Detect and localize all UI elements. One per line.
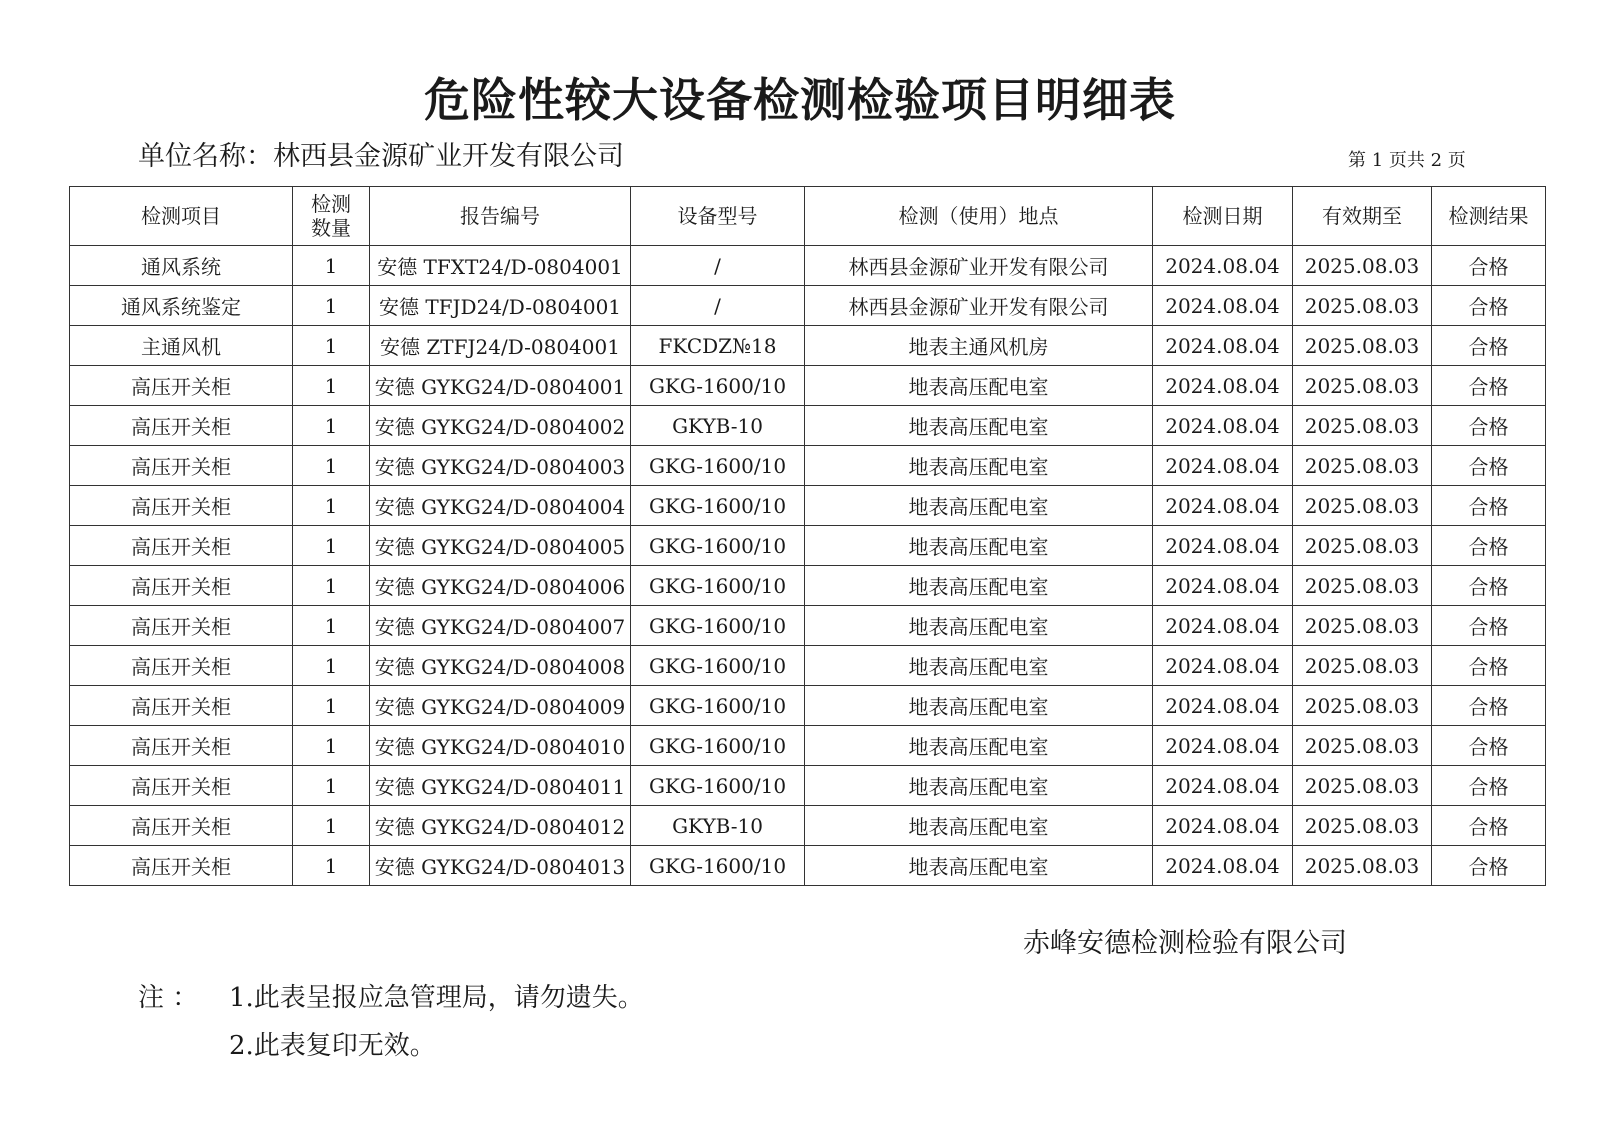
cell-valid-until: 2025.08.03 <box>1293 646 1432 686</box>
cell-model: GKG-1600/10 <box>631 686 805 726</box>
cell-valid-until: 2025.08.03 <box>1293 486 1432 526</box>
cell-valid-until: 2025.08.03 <box>1293 846 1432 886</box>
inspection-company: 赤峰安德检测检验有限公司 <box>1023 928 1347 959</box>
table-row <box>70 646 1546 686</box>
cell-item: 高压开关柜 <box>70 446 293 486</box>
table-row <box>70 366 1546 406</box>
cell-quantity: 1 <box>293 846 370 886</box>
cell-item: 高压开关柜 <box>70 406 293 446</box>
cell-valid-until: 2025.08.03 <box>1293 606 1432 646</box>
cell-model: GKG-1600/10 <box>631 646 805 686</box>
cell-quantity: 1 <box>293 366 370 406</box>
cell-model: GKG-1600/10 <box>631 726 805 766</box>
cell-valid-until: 2025.08.03 <box>1293 526 1432 566</box>
cell-report-no: 安德 GYKG24/D-0804002 <box>370 406 631 446</box>
note-item: 1.此表呈报应急管理局，请勿遗失。 <box>229 983 644 1013</box>
cell-item: 高压开关柜 <box>70 566 293 606</box>
cell-quantity: 1 <box>293 726 370 766</box>
cell-quantity: 1 <box>293 286 370 326</box>
cell-result: 合格 <box>1432 566 1546 606</box>
cell-location: 林西县金源矿业开发有限公司 <box>805 286 1153 326</box>
cell-location: 地表高压配电室 <box>805 806 1153 846</box>
table-row <box>70 326 1546 366</box>
cell-location: 地表高压配电室 <box>805 646 1153 686</box>
cell-report-no: 安德 TFXT24/D-0804001 <box>370 246 631 286</box>
header-item: 检测项目 <box>70 187 293 246</box>
cell-location: 地表高压配电室 <box>805 406 1153 446</box>
table-row <box>70 606 1546 646</box>
cell-item: 通风系统 <box>70 246 293 286</box>
cell-item: 高压开关柜 <box>70 686 293 726</box>
cell-valid-until: 2025.08.03 <box>1293 406 1432 446</box>
cell-quantity: 1 <box>293 246 370 286</box>
cell-quantity: 1 <box>293 486 370 526</box>
table-row <box>70 686 1546 726</box>
cell-result: 合格 <box>1432 366 1546 406</box>
header-quantity-text: 检测数量 <box>311 192 351 240</box>
header-model: 设备型号 <box>631 187 805 246</box>
cell-item: 高压开关柜 <box>70 526 293 566</box>
table-row <box>70 246 1546 286</box>
cell-date: 2024.08.04 <box>1153 606 1293 646</box>
cell-item: 高压开关柜 <box>70 806 293 846</box>
cell-result: 合格 <box>1432 646 1546 686</box>
cell-model: GKG-1600/10 <box>631 526 805 566</box>
unit-name: 单位名称：林西县金源矿业开发有限公司 <box>138 141 624 172</box>
cell-result: 合格 <box>1432 686 1546 726</box>
cell-valid-until: 2025.08.03 <box>1293 446 1432 486</box>
table-row <box>70 766 1546 806</box>
cell-result: 合格 <box>1432 286 1546 326</box>
header-quantity <box>293 187 370 246</box>
cell-location: 林西县金源矿业开发有限公司 <box>805 246 1153 286</box>
cell-quantity: 1 <box>293 646 370 686</box>
cell-valid-until: 2025.08.03 <box>1293 566 1432 606</box>
cell-report-no: 安德 GYKG24/D-0804013 <box>370 846 631 886</box>
cell-result: 合格 <box>1432 846 1546 886</box>
cell-result: 合格 <box>1432 406 1546 446</box>
cell-quantity: 1 <box>293 406 370 446</box>
cell-date: 2024.08.04 <box>1153 646 1293 686</box>
cell-result: 合格 <box>1432 446 1546 486</box>
table-row <box>70 286 1546 326</box>
page-number: 第 1 页共 2 页 <box>1348 150 1466 171</box>
cell-date: 2024.08.04 <box>1153 566 1293 606</box>
cell-model: GKG-1600/10 <box>631 446 805 486</box>
cell-date: 2024.08.04 <box>1153 286 1293 326</box>
cell-report-no: 安德 TFJD24/D-0804001 <box>370 286 631 326</box>
cell-date: 2024.08.04 <box>1153 486 1293 526</box>
cell-date: 2024.08.04 <box>1153 526 1293 566</box>
cell-report-no: 安德 GYKG24/D-0804003 <box>370 446 631 486</box>
cell-model: GKYB-10 <box>631 806 805 846</box>
cell-date: 2024.08.04 <box>1153 246 1293 286</box>
notes-label: 注 ： <box>138 983 199 1013</box>
cell-result: 合格 <box>1432 606 1546 646</box>
cell-location: 地表高压配电室 <box>805 366 1153 406</box>
cell-report-no: 安德 GYKG24/D-0804010 <box>370 726 631 766</box>
cell-model: FKCDZ№18 <box>631 326 805 366</box>
cell-quantity: 1 <box>293 326 370 366</box>
table-row <box>70 406 1546 446</box>
note-item: 2.此表复印无效。 <box>229 1031 436 1061</box>
cell-location: 地表高压配电室 <box>805 486 1153 526</box>
cell-report-no: 安德 GYKG24/D-0804005 <box>370 526 631 566</box>
cell-result: 合格 <box>1432 726 1546 766</box>
cell-date: 2024.08.04 <box>1153 406 1293 446</box>
cell-item: 高压开关柜 <box>70 366 293 406</box>
table-row <box>70 486 1546 526</box>
cell-date: 2024.08.04 <box>1153 846 1293 886</box>
cell-result: 合格 <box>1432 526 1546 566</box>
cell-model: GKG-1600/10 <box>631 846 805 886</box>
cell-item: 高压开关柜 <box>70 766 293 806</box>
cell-report-no: 安德 GYKG24/D-0804007 <box>370 606 631 646</box>
table-row <box>70 526 1546 566</box>
cell-model: GKG-1600/10 <box>631 566 805 606</box>
cell-report-no: 安德 GYKG24/D-0804008 <box>370 646 631 686</box>
cell-item: 高压开关柜 <box>70 846 293 886</box>
cell-quantity: 1 <box>293 686 370 726</box>
cell-valid-until: 2025.08.03 <box>1293 326 1432 366</box>
cell-valid-until: 2025.08.03 <box>1293 686 1432 726</box>
cell-model: GKG-1600/10 <box>631 366 805 406</box>
cell-model: / <box>631 246 805 286</box>
cell-quantity: 1 <box>293 526 370 566</box>
cell-location: 地表高压配电室 <box>805 686 1153 726</box>
table-row <box>70 566 1546 606</box>
cell-result: 合格 <box>1432 246 1546 286</box>
cell-valid-until: 2025.08.03 <box>1293 286 1432 326</box>
cell-valid-until: 2025.08.03 <box>1293 366 1432 406</box>
cell-item: 高压开关柜 <box>70 606 293 646</box>
cell-date: 2024.08.04 <box>1153 366 1293 406</box>
table-header-row <box>70 187 1546 246</box>
cell-valid-until: 2025.08.03 <box>1293 246 1432 286</box>
cell-item: 高压开关柜 <box>70 646 293 686</box>
cell-model: GKG-1600/10 <box>631 766 805 806</box>
cell-model: / <box>631 286 805 326</box>
header-result: 检测结果 <box>1432 187 1546 246</box>
cell-report-no: 安德 GYKG24/D-0804012 <box>370 806 631 846</box>
table-row <box>70 846 1546 886</box>
cell-date: 2024.08.04 <box>1153 326 1293 366</box>
header-date: 检测日期 <box>1153 187 1293 246</box>
header-report-no: 报告编号 <box>370 187 631 246</box>
cell-valid-until: 2025.08.03 <box>1293 726 1432 766</box>
cell-date: 2024.08.04 <box>1153 686 1293 726</box>
cell-item: 通风系统鉴定 <box>70 286 293 326</box>
cell-report-no: 安德 GYKG24/D-0804006 <box>370 566 631 606</box>
cell-location: 地表高压配电室 <box>805 606 1153 646</box>
cell-location: 地表高压配电室 <box>805 526 1153 566</box>
page-title: 危险性较大设备检测检验项目明细表 <box>424 73 1176 127</box>
cell-report-no: 安德 GYKG24/D-0804004 <box>370 486 631 526</box>
cell-result: 合格 <box>1432 326 1546 366</box>
cell-location: 地表高压配电室 <box>805 726 1153 766</box>
table-row <box>70 726 1546 766</box>
cell-report-no: 安德 GYKG24/D-0804009 <box>370 686 631 726</box>
cell-date: 2024.08.04 <box>1153 806 1293 846</box>
cell-date: 2024.08.04 <box>1153 726 1293 766</box>
cell-quantity: 1 <box>293 566 370 606</box>
table-row <box>70 446 1546 486</box>
header-location: 检测（使用）地点 <box>805 187 1153 246</box>
cell-quantity: 1 <box>293 766 370 806</box>
cell-item: 高压开关柜 <box>70 726 293 766</box>
cell-location: 地表高压配电室 <box>805 446 1153 486</box>
cell-location: 地表高压配电室 <box>805 766 1153 806</box>
cell-report-no: 安德 GYKG24/D-0804011 <box>370 766 631 806</box>
header-valid-until: 有效期至 <box>1293 187 1432 246</box>
cell-valid-until: 2025.08.03 <box>1293 806 1432 846</box>
cell-model: GKYB-10 <box>631 406 805 446</box>
cell-result: 合格 <box>1432 766 1546 806</box>
cell-valid-until: 2025.08.03 <box>1293 766 1432 806</box>
cell-report-no: 安德 GYKG24/D-0804001 <box>370 366 631 406</box>
cell-quantity: 1 <box>293 606 370 646</box>
cell-date: 2024.08.04 <box>1153 766 1293 806</box>
inspection-table <box>69 186 1546 886</box>
cell-result: 合格 <box>1432 486 1546 526</box>
cell-item: 主通风机 <box>70 326 293 366</box>
cell-model: GKG-1600/10 <box>631 486 805 526</box>
cell-location: 地表主通风机房 <box>805 326 1153 366</box>
cell-result: 合格 <box>1432 806 1546 846</box>
cell-item: 高压开关柜 <box>70 486 293 526</box>
cell-location: 地表高压配电室 <box>805 846 1153 886</box>
table-row <box>70 806 1546 846</box>
cell-report-no: 安德 ZTFJ24/D-0804001 <box>370 326 631 366</box>
cell-quantity: 1 <box>293 446 370 486</box>
cell-quantity: 1 <box>293 806 370 846</box>
cell-date: 2024.08.04 <box>1153 446 1293 486</box>
cell-location: 地表高压配电室 <box>805 566 1153 606</box>
cell-model: GKG-1600/10 <box>631 606 805 646</box>
